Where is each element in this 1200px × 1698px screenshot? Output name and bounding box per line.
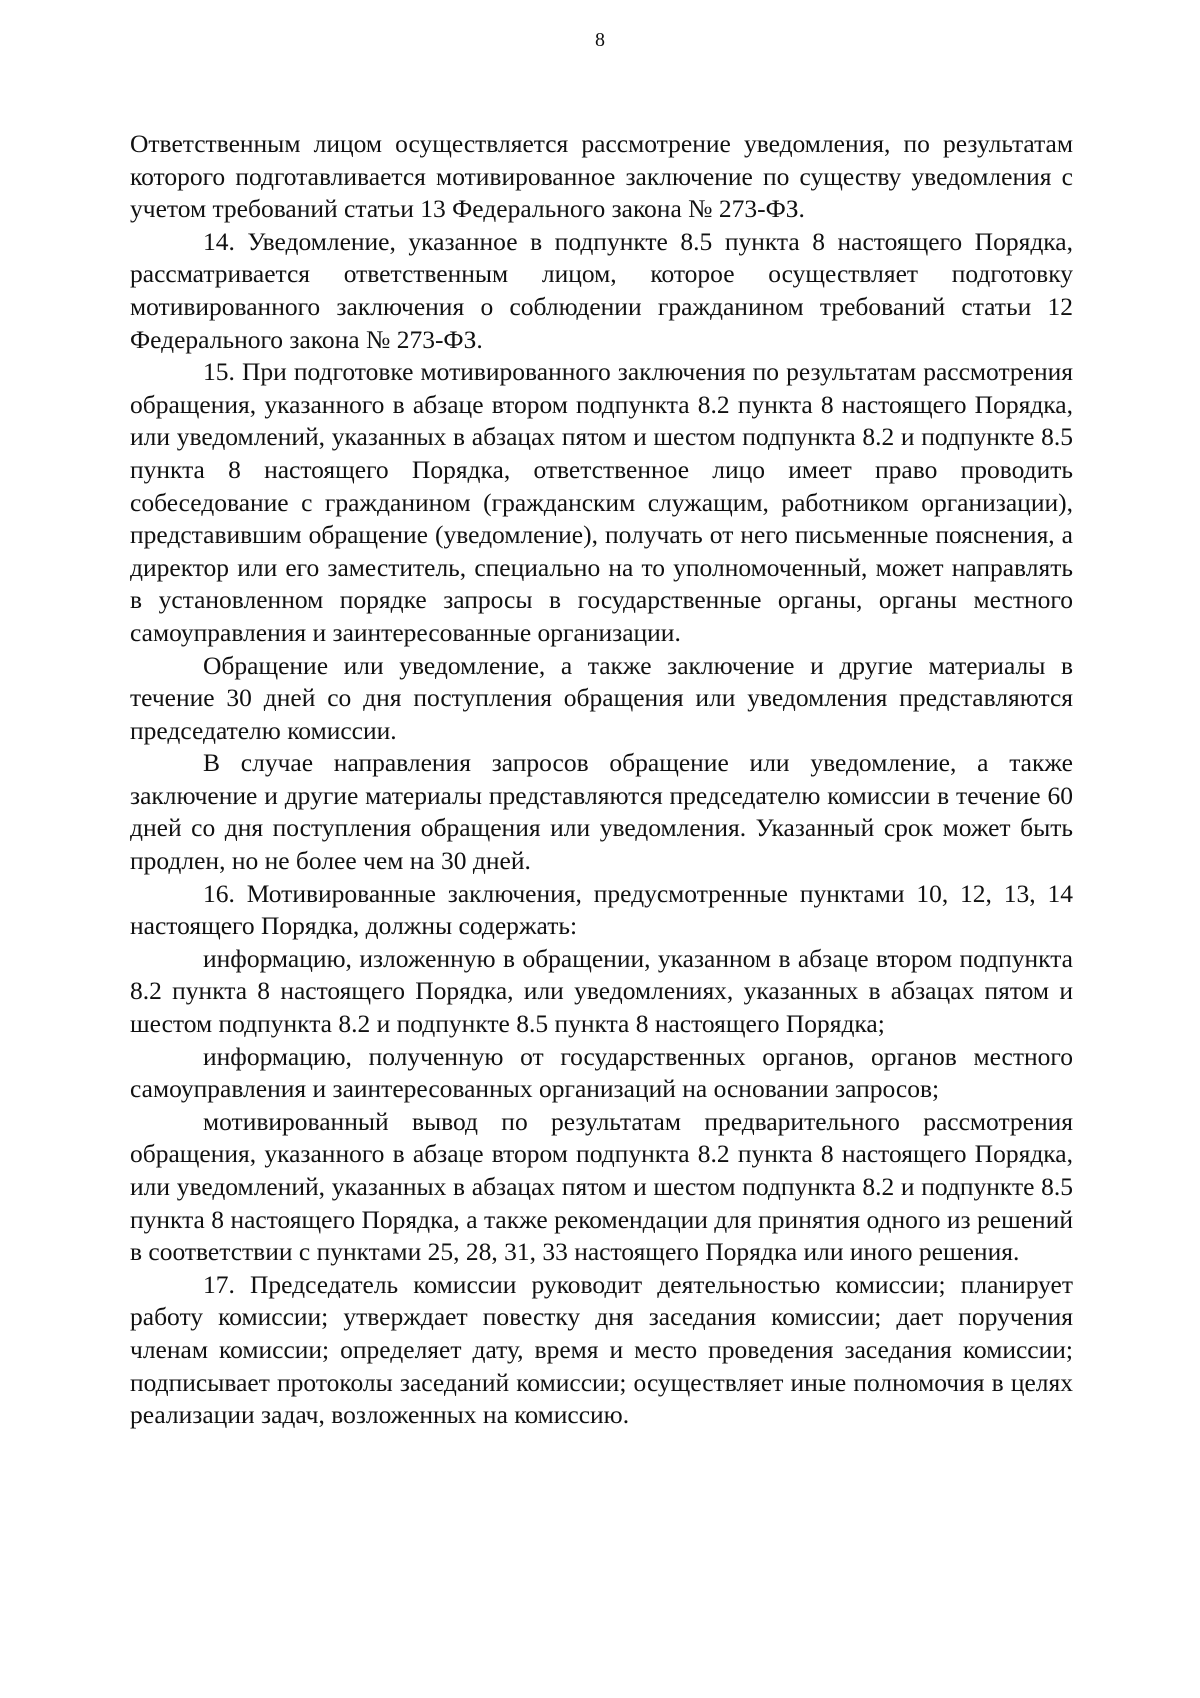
paragraph-intro: Ответственным лицом осуществляется рассмотрение уведомления, по результатам которого подготавливается мотивированное заключение по существу уведомления с учетом требований статьи 13 Федерального закона № 273-ФЗ. bbox=[130, 129, 1073, 224]
paragraph-16-item-3: мотивированный вывод по результатам предварительного рассмотрения обращения, указанного в абзаце втором подпункта 8.2 пункта 8 настоящего Порядка, или уведомлений, указанных в абзацах пятом и шестом подпункта 8.2 и подпункте 8.5 пункта 8 настоящего Порядка, а также рекомендации для принятия одного из решений в соответствии с пунктами 25, 28, 31, 33 настоящего Порядка или иного решения. bbox=[130, 1106, 1073, 1267]
paragraph-16-item-1: информацию, изложенную в обращении, указанном в абзаце втором подпункта 8.2 пункта 8 настоящего Порядка, или уведомлениях, указанных в абзацах пятом и шестом подпункта 8.2 и подпункте 8.5 пункта 8 настоящего Порядка; bbox=[130, 943, 1073, 1039]
paragraph-15-extended-term: В случае направления запросов обращение или уведомление, а также заключение и другие материалы представляются председателю комиссии в течение 60 дней со дня поступления обращения или уведомления. Указанный срок может быть продлен, но не более чем на 30 дней. bbox=[130, 748, 1073, 876]
page-number: 8 bbox=[595, 29, 605, 51]
paragraph-16-item-2: информацию, полученную от государственных органов, органов местного самоуправления и заинтересованных организаций на основании запросов; bbox=[130, 1041, 1073, 1104]
document-body bbox=[130, 128, 1073, 1432]
paragraph-14: 14. Уведомление, указанное в подпункте 8.5 пункта 8 настоящего Порядка, рассматривается ответственным лицом, которое осуществляет подготовку мотивированного заключения о соблюдении гражданином требований статьи 12 Федерального закона № 273-ФЗ. bbox=[130, 226, 1073, 354]
paragraph-17: 17. Председатель комиссии руководит деятельностью комиссии; планирует работу комиссии; утверждает повестку дня заседания комиссии; дает поручения членам комиссии; определяет дату, время и место проведения заседания комиссии; подписывает протоколы заседаний комиссии; осуществляет иные полномочия в целях реализации задач, возложенных на комиссию. bbox=[130, 1269, 1073, 1430]
paragraph-15-submission-term: Обращение или уведомление, а также заключение и другие материалы в течение 30 дней со дня поступления обращения или уведомления представляются председателю комиссии. bbox=[130, 650, 1073, 745]
paragraph-16: 16. Мотивированные заключения, предусмотренные пунктами 10, 12, 13, 14 настоящего Порядка, должны содержать: bbox=[130, 878, 1073, 941]
paragraph-15: 15. При подготовке мотивированного заключения по результатам рассмотрения обращения, указанного в абзаце втором подпункта 8.2 пункта 8 настоящего Порядка, или уведомлений, указанных в абзацах пятом и шестом подпункта 8.2 и подпункте 8.5 пункта 8 настоящего Порядка, ответственное лицо имеет право проводить собеседование с гражданином (гражданским служащим, работником организации), представившим обращение (уведомление), получать от него письменные пояснения, а директор или его заместитель, специально на то уполномоченный, может направлять в установленном порядке запросы в государственные органы, органы местного самоуправления и заинтересованные организации. bbox=[130, 357, 1073, 647]
